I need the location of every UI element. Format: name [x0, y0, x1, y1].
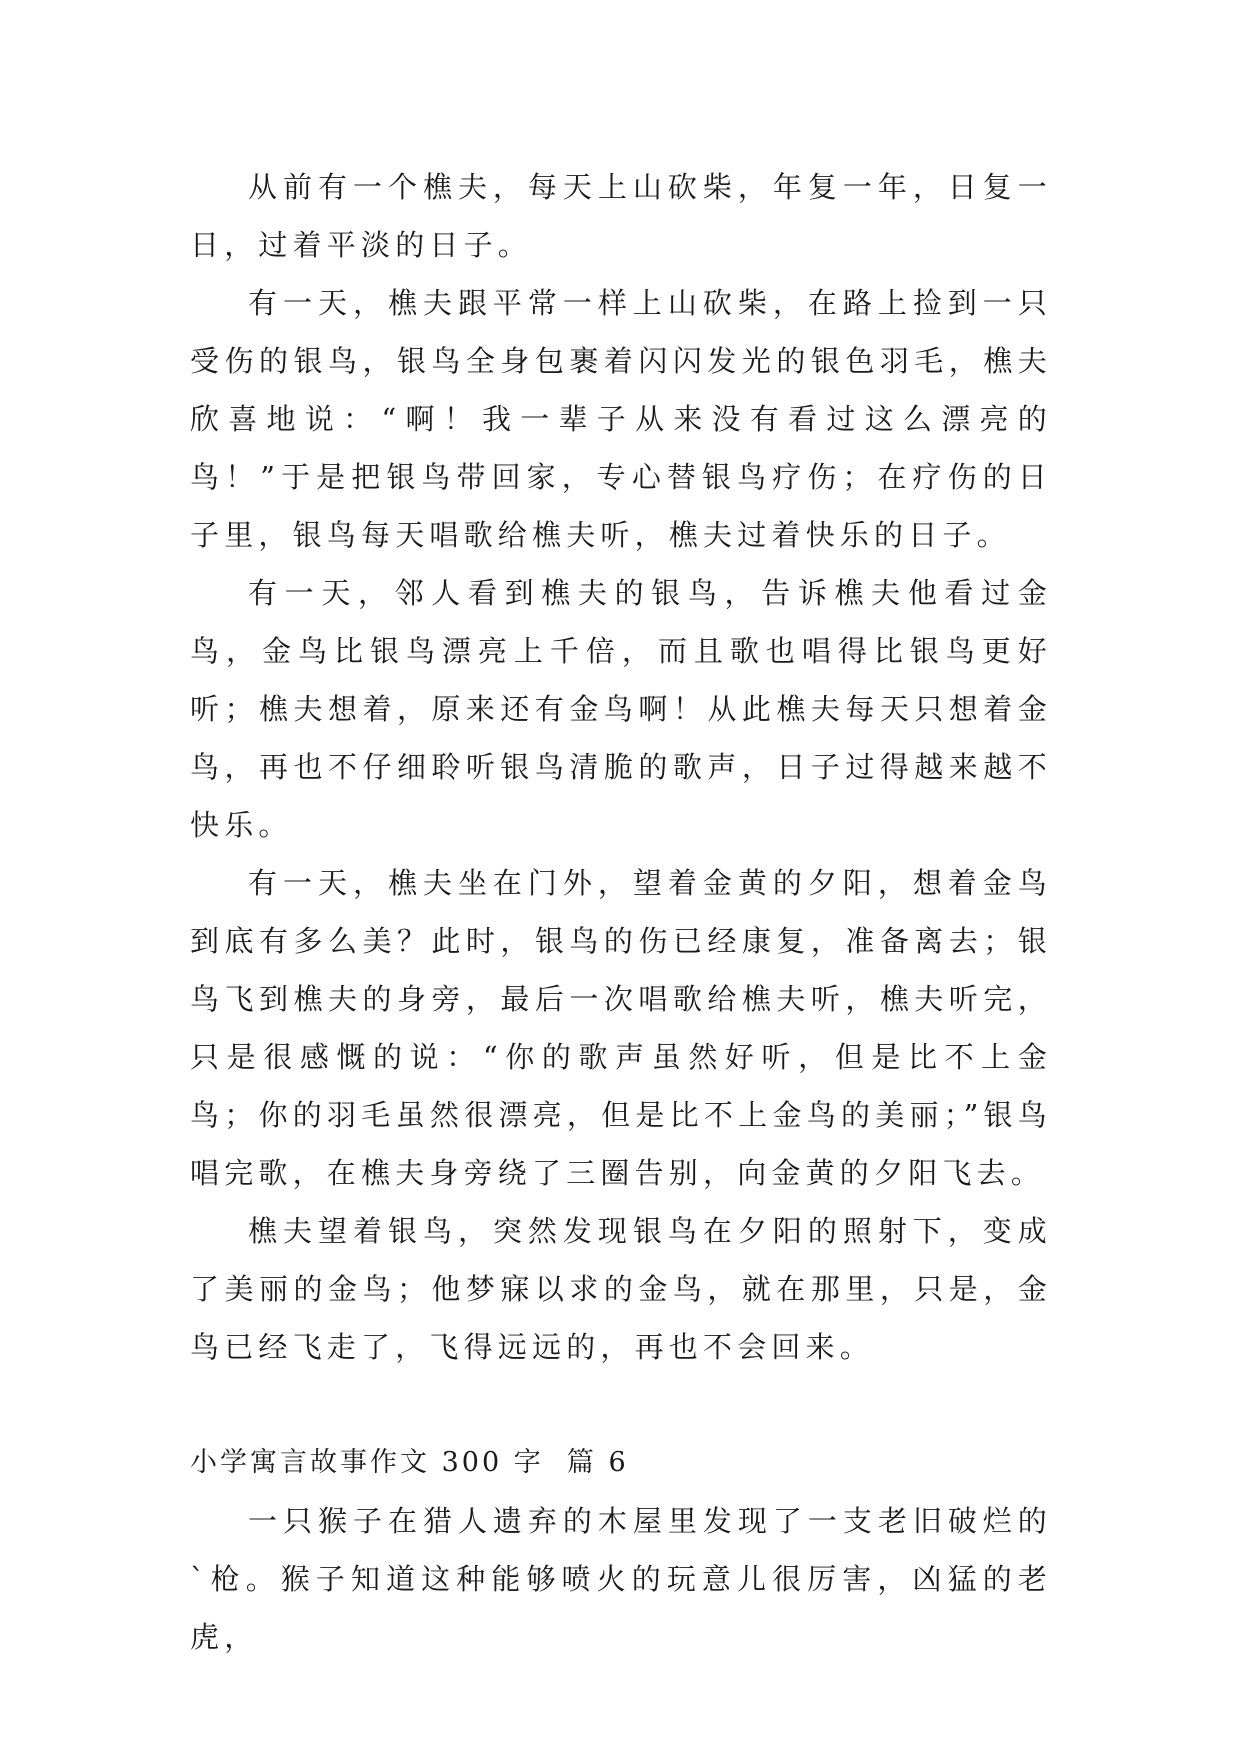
section-heading-text: 小学寓言故事作文 300 字 篇 6: [190, 1447, 629, 1478]
paragraph: 樵夫望着银鸟，突然发现银鸟在夕阳的照射下，变成了美丽的金鸟；他梦寐以求的金鸟，就在那里，只是，金鸟已经飞走了，飞得远远的，再也不会回来。: [190, 1214, 1052, 1364]
paragraph: 有一天，邻人看到樵夫的银鸟，告诉樵夫他看过金鸟，金鸟比银鸟漂亮上千倍，而且歌也唱得比银鸟更好听；樵夫想着，原来还有金鸟啊！从此樵夫每天只想着金鸟，再也不仔细聆听银鸟清脆的歌声，日子过得越来越不快乐。: [190, 576, 1052, 842]
document-body: [190, 158, 1052, 1666]
paragraph: 从前有一个樵夫，每天上山砍柴，年复一年，日复一日，过着平淡的日子。: [190, 170, 1052, 262]
paragraph: 有一天，樵夫跟平常一样上山砍柴，在路上捡到一只受伤的银鸟，银鸟全身包裹着闪闪发光的银色羽毛，樵夫欣喜地说：“啊！我一辈子从来没有看过这么漂亮的鸟！”于是把银鸟带回家，专心替银鸟疗伤；在疗伤的日子里，银鸟每天唱歌给樵夫听，樵夫过着快乐的日子。: [190, 286, 1052, 552]
paragraph: 有一天，樵夫坐在门外，望着金黄的夕阳，想着金鸟到底有多么美？此时，银鸟的伤已经康复，准备离去；银鸟飞到樵夫的身旁，最后一次唱歌给樵夫听，樵夫听完，只是很感慨的说：“你的歌声虽然好听，但是比不上金鸟；你的羽毛虽然很漂亮，但是比不上金鸟的美丽；”银鸟唱完歌，在樵夫身旁绕了三圈告别，向金黄的夕阳飞去。: [190, 866, 1052, 1190]
paragraph: 一只猴子在猎人遗弃的木屋里发现了一支老旧破烂的`枪。猴子知道这种能够喷火的玩意儿很厉害，凶猛的老虎，: [190, 1504, 1052, 1654]
section-heading: [190, 1434, 1052, 1492]
